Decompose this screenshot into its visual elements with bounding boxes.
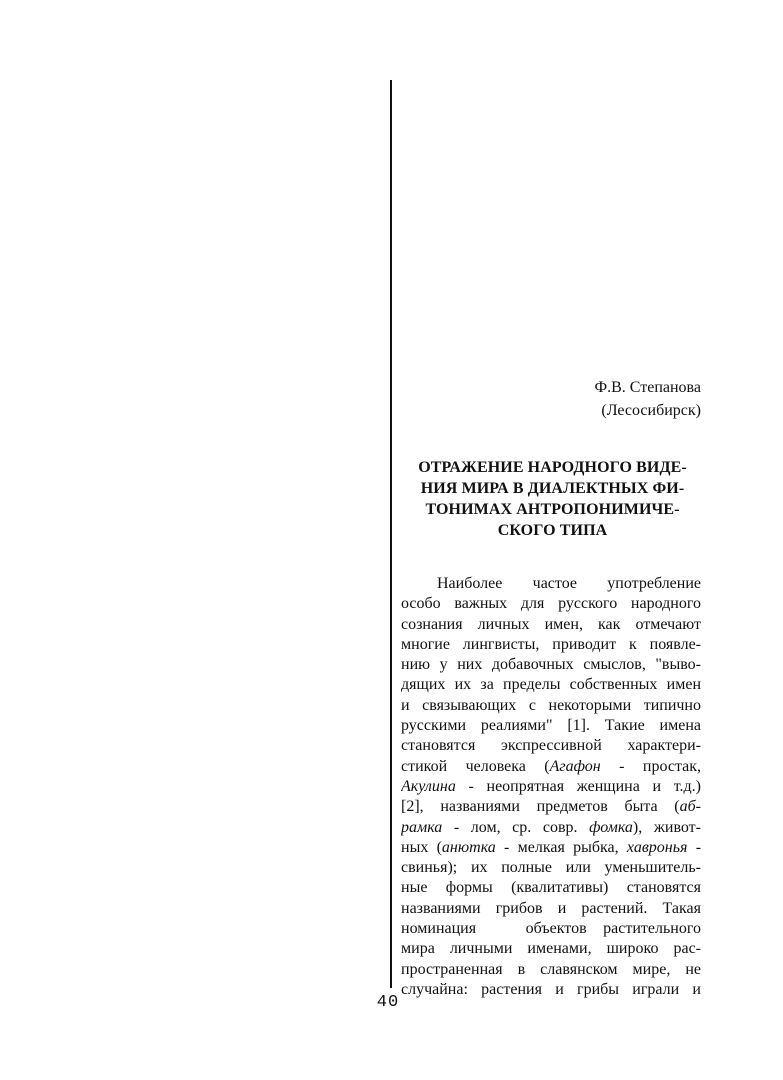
- body-line: ные формы (квалитативы) становятся: [401, 879, 701, 897]
- author-city: (Лесосибирск): [601, 402, 701, 419]
- body-line: [401, 838, 701, 858]
- italic-example: Агафон: [549, 757, 601, 775]
- author-block: [594, 376, 701, 422]
- body-text: стикой человека (: [401, 757, 550, 775]
- author-name: Ф.В. Степанова: [594, 379, 701, 396]
- body-text: -: [687, 838, 701, 856]
- body-text: [2], названиями предметов быта (: [401, 798, 680, 816]
- title-line: СКОГО ТИПА: [497, 522, 608, 539]
- article-title: [402, 457, 703, 541]
- italic-example: анютка: [441, 838, 496, 856]
- body-line: становятся экспрессивной характери-: [401, 737, 701, 755]
- body-line: русскими реалиями" [1]. Такие имена: [401, 717, 701, 735]
- page-number: 40: [376, 993, 400, 1012]
- body-line: [401, 777, 701, 797]
- body-line: многие лингвисты, приводит к появле-: [401, 635, 701, 653]
- title-line: НИЯ МИРА В ДИАЛЕКТНЫХ ФИ-: [420, 480, 685, 497]
- body-line: Наиболее частое употребление: [437, 575, 701, 592]
- body-line: свинья); их полные или уменьшитель-: [401, 859, 701, 877]
- body-line: мира личными именами, широко рас-: [401, 940, 701, 958]
- body-line: нию у них добавочных смыслов, "выво-: [401, 656, 701, 674]
- body-line: сознания личных имен, как отмечают: [401, 615, 701, 633]
- body-line: дящих их за пределы собственных имен: [401, 676, 701, 694]
- body-line: [401, 797, 701, 817]
- body-line: [401, 818, 701, 838]
- body-text: - простак,: [600, 757, 701, 775]
- body-text: - лом, ср. совр.: [442, 818, 590, 836]
- body-line: [401, 757, 701, 777]
- body-line: пространенная в славянском мире, не: [401, 960, 701, 978]
- body-line: и связывающих с некоторыми типично: [401, 696, 701, 714]
- italic-example: фомка: [589, 818, 633, 836]
- body-line: особо важных для русского народного: [401, 595, 701, 613]
- body-text: ), живот-: [632, 818, 701, 836]
- body-line: номинация объектов растительного: [401, 920, 701, 938]
- body-line: названиями грибов и растений. Такая: [401, 899, 701, 917]
- margin-rule: [390, 80, 392, 988]
- body-text: - неопрятная женщина и т.д.): [455, 777, 701, 795]
- title-line: ТОНИМАХ АНТРОПОНИМИЧЕ-: [425, 501, 680, 518]
- italic-example: Акулина: [401, 777, 456, 795]
- body-text: ных (: [401, 838, 442, 856]
- body-line: случайна: растения и грибы играли и: [401, 980, 701, 998]
- article-body: [401, 574, 701, 1000]
- italic-example: аб-: [679, 798, 701, 816]
- italic-example: рамка: [401, 818, 443, 836]
- body-text: - мелкая рыбка,: [495, 838, 627, 856]
- title-line: ОТРАЖЕНИЕ НАРОДНОГО ВИДЕ-: [418, 459, 687, 476]
- italic-example: хавронья: [626, 838, 688, 856]
